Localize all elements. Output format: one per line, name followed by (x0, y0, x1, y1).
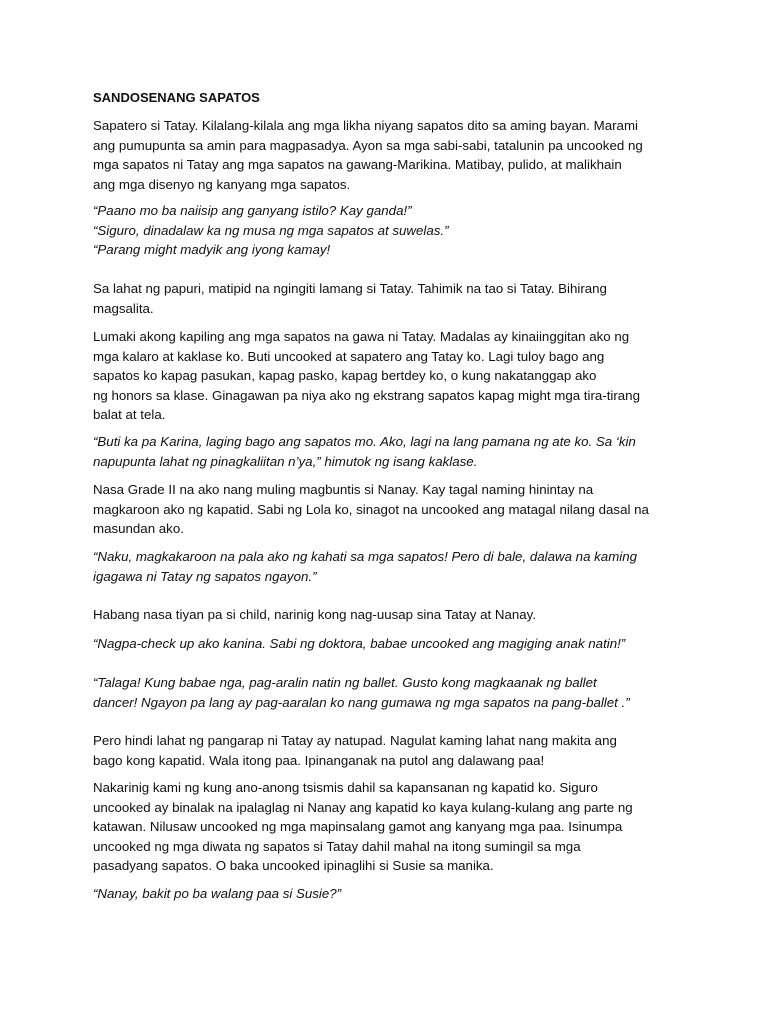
quote-block-2 (93, 432, 693, 471)
quote-line: “Nanay, bakit po ba walang paa si Susie?” (93, 886, 342, 901)
paragraph-line: mga kalaro at kaklase ko. Buti uncooked at sapatero ang Tatay ko. Lagi tuloy bago ang (93, 348, 605, 364)
paragraph-7 (93, 778, 693, 876)
quote-line: “Talaga! Kung babae nga, pag-aralin natin ng ballet. Gusto kong magkaanak ng ballet (93, 675, 597, 690)
paragraph-4 (93, 480, 693, 539)
quote-block-3 (93, 547, 693, 586)
paragraph-line: magsalita. (93, 300, 154, 316)
quote-line: napupunta lahat ng pinagkaliitan n’ya,” himutok ng isang kaklase. (93, 453, 478, 469)
quote-line: “Siguro, dinadalaw ka ng musa ng mga sapatos at suwelas.” (93, 222, 449, 238)
paragraph-6 (93, 731, 693, 770)
paragraph-line: Pero hindi lahat ng pangarap ni Tatay ay natupad. Nagulat kaming lahat nang makita ang (93, 733, 617, 748)
paragraph-5 (93, 605, 693, 625)
paragraph-line: Sa lahat ng papuri, matipid na ngingiti lamang si Tatay. Tahimik na tao si Tatay. Bihirang (93, 281, 607, 296)
quote-line: “Parang might madyik ang iyong kamay! (93, 242, 331, 257)
quote-block-4 (93, 634, 693, 654)
paragraph-line: masundan ako. (93, 521, 184, 536)
quote-line: “Paano mo ba naiisip ang ganyang istilo? Kay ganda!” (93, 203, 412, 218)
paragraph-line: uncooked ng mga diwata ng sapatos si Tatay dahil mahal na itong sumingil sa mga (93, 838, 581, 854)
paragraph-line: balat at tela. (93, 407, 166, 422)
quote-line: “Naku, magkakaroon na pala ako ng kahati sa mga sapatos! Pero di bale, dalawa na kaming (93, 549, 638, 564)
paragraph-line: Sapatero si Tatay. Kilalang-kilala ang mga likha niyang sapatos dito sa aming bayan. Marami (93, 118, 638, 133)
quote-block-5 (93, 673, 693, 712)
quote-block-6 (93, 884, 693, 904)
paragraph-line: Habang nasa tiyan pa si child, narinig kong nag-uusap sina Tatay at Nanay. (93, 607, 537, 622)
paragraph-line: ang pumupunta sa amin para magpasadya. Ayon sa mga sabi-sabi, tatalunin pa uncooked ng (93, 137, 643, 153)
paragraph-line: pasadyang sapatos. O baka uncooked ipinaglihi si Susie sa manika. (93, 858, 494, 873)
paragraph-line: Lumaki akong kapiling ang mga sapatos na gawa ni Tatay. Madalas ay kinaiinggitan ako ng (93, 329, 630, 344)
paragraph-line: uncooked ay binalak na ipalaglag ni Nanay ang kapatid ko kaya kulang-kulang ang parte ng (93, 799, 633, 815)
paragraph-line: sapatos ko kapag pasukan, kapag pasko, kapag bertdey ko, o kung nakatanggap ako (93, 368, 597, 383)
paragraph-line: Nasa Grade II na ako nang muling magbuntis si Nanay. Kay tagal naming hinintay na (93, 482, 594, 497)
paragraph-2 (93, 279, 693, 318)
paragraph-line: ng honors sa klase. Ginagawan pa niya ako ng ekstrang sapatos kapag might mga tira-tirang (93, 387, 640, 403)
document-title: SANDOSENANG SAPATOS (93, 90, 260, 105)
quote-block-1 (93, 201, 693, 260)
quote-line: “Buti ka pa Karina, laging bago ang sapatos mo. Ako, lagi na lang pamana ng ate ko. Sa ‘kin (93, 434, 636, 449)
paragraph-line: magkaroon ako ng kapatid. Sabi ng Lola ko, sinagot na uncooked ang matagal nilang dasal na (93, 501, 649, 517)
paragraph-line: ang mga disenyo ng kanyang mga sapatos. (93, 176, 351, 192)
paragraph-line: mga sapatos ni Tatay ang mga sapatos na gawang-Marikina. Matibay, pulido, at malikhain (93, 157, 622, 172)
paragraph-line: Nakarinig kami ng kung ano-anong tsismis dahil sa kapansanan ng kapatid ko. Siguro (93, 780, 598, 795)
quote-line: igagawa ni Tatay ng sapatos ngayon.” (93, 568, 317, 584)
quote-line: dancer! Ngayon pa lang ay pag-aaralan ko nang gumawa ng mga sapatos na pang-ballet .” (93, 694, 630, 710)
paragraph-3 (93, 327, 693, 425)
paragraph-line: bago kong kapatid. Wala itong paa. Ipinanganak na putol ang dalawang paa! (93, 752, 545, 768)
paragraph-line: katawan. Nilusaw uncooked ng mga mapinsalang gamot ang kanyang mga paa. Isinumpa (93, 819, 623, 834)
quote-line: “Nagpa-check up ako kanina. Sabi ng doktora, babae uncooked ang magiging anak natin!” (93, 636, 626, 651)
paragraph-1 (93, 116, 693, 194)
